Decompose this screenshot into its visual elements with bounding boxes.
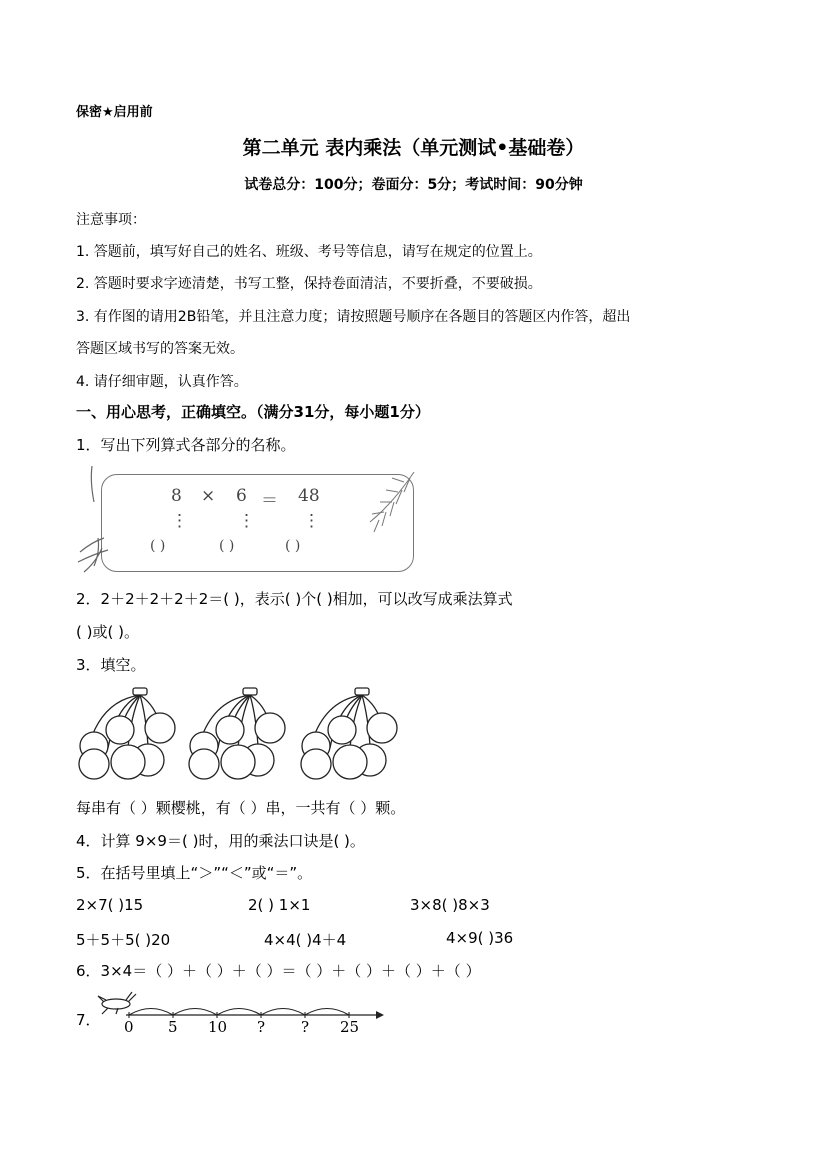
factor-2: 6 xyxy=(236,486,247,506)
compare-item: 3×8( )8×3 xyxy=(410,896,490,914)
question-2-line-2: ( )或( )。 xyxy=(76,623,139,641)
blank-2[interactable]: ( ) xyxy=(219,538,235,554)
equals-sign: ＝ xyxy=(261,491,278,511)
tick-label: 10 xyxy=(208,1018,228,1036)
question-7-number: 7． xyxy=(76,1011,101,1029)
confidential-label: 保密★启用前 xyxy=(76,105,153,120)
product: 48 xyxy=(298,486,320,506)
cherry-bunches-image xyxy=(76,686,406,782)
tick-label: 25 xyxy=(340,1018,360,1036)
grasshopper-icon xyxy=(98,992,136,1014)
dots-3: ⋮ xyxy=(303,511,320,531)
question-1-text: 1．写出下列算式各部分的名称。 xyxy=(76,436,296,454)
question-4-text: 4．计算 9×9＝( )时，用的乘法口诀是( )。 xyxy=(76,832,365,850)
notes-heading: 注意事项： xyxy=(76,212,146,228)
blank-1[interactable]: ( ) xyxy=(150,538,166,554)
question-2-line-1: 2．2＋2＋2＋2＋2＝( )，表示( )个( )相加，可以改写成乘法算式 xyxy=(76,590,513,608)
note-item-3-cont: 答题区域书写的答案无效。 xyxy=(76,341,244,357)
page-title: 第二单元 表内乘法（单元测试•基础卷） xyxy=(242,137,585,159)
tick-label: ? xyxy=(301,1018,310,1036)
compare-item: 4×9( )36 xyxy=(446,929,514,947)
question-5-text: 5．在括号里填上“＞”“＜”或“＝”。 xyxy=(76,864,313,882)
note-item-3: 3. 有作图的请用2B铅笔，并且注意力度；请按照题号顺序在各题目的答题区内作答，超出 xyxy=(76,309,631,325)
tick-label: 5 xyxy=(168,1018,178,1036)
factor-1: 8 xyxy=(171,486,182,506)
compare-item: 2×7( )15 xyxy=(76,896,144,914)
compare-item: 2( ) 1×1 xyxy=(248,896,311,914)
question-6-text: 6．3×4＝（ ）＋（ ）＋（ ）＝（ ）＋（ ）＋（ ）＋（ ） xyxy=(76,962,481,980)
note-item-4: 4. 请仔细审题，认真作答。 xyxy=(76,374,248,390)
multiply-sign: × xyxy=(201,486,216,506)
dots-2: ⋮ xyxy=(238,511,255,531)
exam-info: 试卷总分：100分；卷面分：5分；考试时间：90分钟 xyxy=(244,177,583,193)
tick-label: ? xyxy=(257,1018,266,1036)
tick-label: 0 xyxy=(124,1018,134,1036)
compare-item: 5＋5＋5( )20 xyxy=(76,931,171,949)
section-heading: 一、用心思考，正确填空。（满分31分，每小题1分） xyxy=(76,403,430,421)
question-3-sentence: 每串有（ ）颗樱桃，有（ ）串，一共有（ ）颗。 xyxy=(76,799,406,817)
note-item-1: 1. 答题前，填写好自己的姓名、班级、考号等信息，请写在规定的位置上。 xyxy=(76,244,542,260)
dots-1: ⋮ xyxy=(171,511,188,531)
question-3-text: 3．填空。 xyxy=(76,656,146,674)
blank-3[interactable]: ( ) xyxy=(285,538,301,554)
note-item-2: 2. 答题时要求字迹清楚，书写工整，保持卷面清洁，不要折叠，不要破损。 xyxy=(76,276,542,292)
compare-item: 4×4( )4＋4 xyxy=(264,931,347,949)
